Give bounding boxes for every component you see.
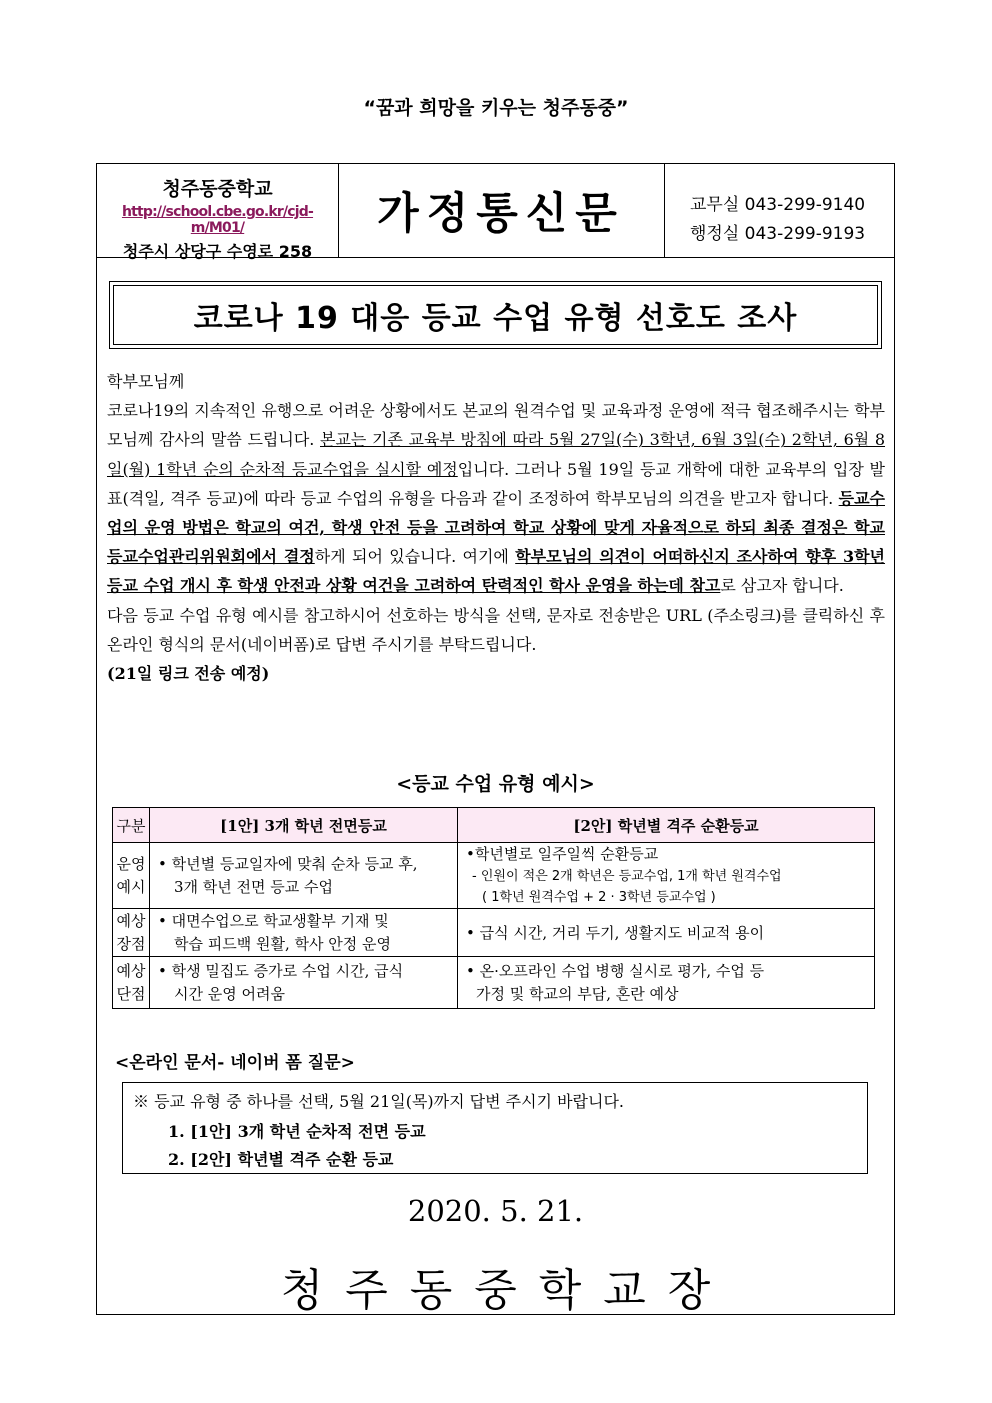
examples-table — [112, 807, 875, 1009]
principal-signature: 청주동중학교장 — [280, 1265, 733, 1316]
school-url-link[interactable]: http://school.cbe.go.kr/cjd-m/M01/ — [121, 204, 314, 236]
plan1-cell — [150, 957, 458, 1009]
survey-title-box — [109, 281, 882, 349]
p1-text: 입니다. 그러나 5월 19일 등교 개학에 대한 교육부의 입장 발표(격일, 격주 등교)에 따라 등교 수업의 유형을 다음과 같이 조정하여 학부모님의 의견을 받고자 합니다. — [107, 459, 885, 508]
row-label-line: 단점 — [116, 984, 146, 1003]
row-label-line: 예상 — [116, 911, 146, 930]
examples-title: <등교 수업 유형 예시> — [396, 773, 595, 795]
table-row — [113, 843, 875, 909]
header-plan1: [1안] 3개 학년 전면등교 — [150, 808, 458, 843]
p1-text: 하게 되어 있습니다. 여기에 — [314, 547, 516, 567]
row-label — [113, 909, 150, 957]
online-form-title: <온라인 문서- 네이버 폼 질문> — [115, 1053, 355, 1073]
option-plan1: 1. [1안] 3개 학년 순차적 전면 등교 — [168, 1122, 426, 1141]
row-label-line: 장점 — [116, 934, 146, 953]
option-plan2: 2. [2안] 학년별 격주 순환 등교 — [168, 1150, 394, 1169]
school-address: 청주시 상당구 수영로 258 — [122, 242, 313, 261]
greeting: 학부모님께 — [107, 372, 185, 391]
p1-text: 코로나19의 지속적인 유행으로 어려운 상황에서도 본교의 원격수업 및 교육과정 운영에 적극 협조해주시는 학부모님께 감사의 말씀 드립니다. — [107, 401, 885, 450]
table-row — [113, 957, 875, 1009]
cell-line: • 학년별 등교일자에 맞춰 순차 등교 후, — [158, 854, 418, 873]
row-label-line: 예상 — [116, 961, 146, 980]
newsletter-frame — [96, 163, 895, 1315]
cell-line: ( 1학년 원격수업 + 2 · 3학년 등교수업 ) — [482, 889, 716, 905]
online-question-box — [122, 1082, 868, 1174]
paragraph-1 — [107, 396, 885, 600]
cell-line: 3개 학년 전면 등교 수업 — [174, 877, 334, 896]
p1-emphasis: 학부모님의 의견이 어떠하신지 조사하여 향후 3학년 등교 수업 개시 후 학생 안전과 상황 여건을 고려하여 탄력적인 학사 운영을 하는데 참고 — [107, 547, 886, 596]
table-header-row — [113, 808, 875, 843]
question-note: ※ 등교 유형 중 하나를 선택, 5월 21일(목)까지 답변 주시기 바랍니다. — [133, 1092, 624, 1111]
plan2-cell — [458, 957, 875, 1009]
table-row — [113, 909, 875, 957]
row-label-line: 운영 — [116, 854, 146, 873]
cell-line: 가정 및 학교의 부담, 혼란 예상 — [476, 984, 679, 1003]
contact-admin: 행정실 043-299-9193 — [690, 224, 866, 244]
p1-underlined: 본교는 기존 교육부 방침에 따라 5월 27일(수) 3학년, 6월 3일(수) 2학년, 6월 8일(월) 1학년 순의 순차적 등교수업을 실시할 예정 — [107, 430, 886, 479]
p1-text: 로 삼고자 합니다. — [720, 576, 844, 596]
cell-line: • 급식 시간, 거리 두기, 생활지도 비교적 용이 — [466, 924, 765, 942]
letter-body — [107, 367, 885, 688]
paragraph-2: 다음 등교 수업 유형 예시를 참고하시어 선호하는 방식을 선택, 문자로 전송받은 URL (주소링크)를 클릭하신 후 온라인 형식의 문서(네이버폼)로 답변 주시기를 부탁드립니다. — [107, 605, 885, 654]
header-category: 구분 — [113, 808, 150, 843]
plan1-cell — [150, 909, 458, 957]
newsletter-header — [97, 164, 894, 261]
cell-line: • 학생 밀집도 증가로 수업 시간, 급식 — [158, 961, 404, 980]
header-plan2: [2안] 학년별 격주 순환등교 — [458, 808, 875, 843]
cell-line: 학습 피드백 원활, 학사 안정 운영 — [174, 934, 391, 953]
link-notice: (21일 링크 전송 예정) — [107, 664, 270, 684]
plan2-cell — [458, 843, 875, 909]
survey-title: 코로나 19 대응 등교 수업 유형 선호도 조사 — [113, 285, 878, 345]
plan2-cell — [458, 909, 875, 957]
cell-line: •학년별로 일주일씩 순환등교 — [466, 844, 659, 863]
contact-info — [664, 164, 894, 257]
contact-academic: 교무실 043-299-9140 — [690, 195, 866, 215]
cell-line: • 대면수업으로 학교생활부 기재 및 — [158, 911, 389, 930]
row-label — [113, 957, 150, 1009]
cell-line: • 온·오프라인 수업 병행 실시로 평가, 수업 등 — [466, 961, 765, 980]
school-motto: “꿈과 희망을 키우는 청주동중” — [363, 97, 629, 119]
cell-line: - 인원이 적은 2개 학년은 등교수업, 1개 학년 원격수업 — [472, 868, 782, 884]
row-label-line: 예시 — [116, 877, 146, 896]
plan1-cell — [150, 843, 458, 909]
p1-emphasis: 등교수업의 운영 방법은 학교의 여건, 학생 안전 등을 고려하여 학교 상황에 맞게 자율적으로 하되 최종 결정은 학교 등교수업관리위원회에서 결정 — [107, 488, 885, 567]
newsletter-title: 가정통신문 — [338, 164, 665, 257]
cell-line: 시간 운영 어려움 — [174, 984, 285, 1003]
issue-date: 2020. 5. 21. — [407, 1194, 584, 1228]
row-label — [113, 843, 150, 909]
school-info — [97, 164, 339, 261]
school-name: 청주동중학교 — [162, 178, 273, 200]
